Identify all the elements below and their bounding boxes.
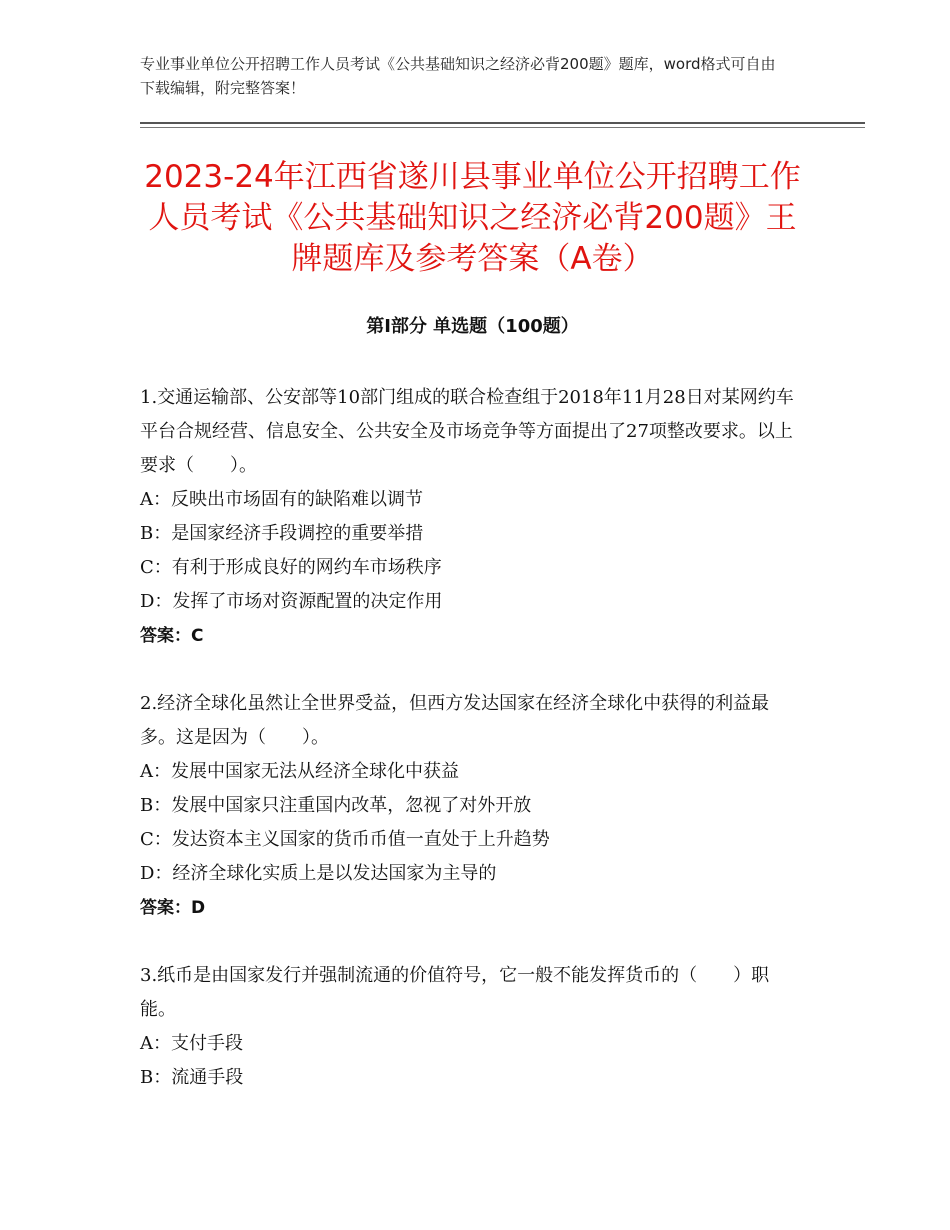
document-title: 2023-24年江西省遂川县事业单位公开招聘工作人员考试《公共基础知识之经济必背200题》王牌题库及参考答案（A卷） xyxy=(144,159,801,277)
question-3 xyxy=(140,959,805,1095)
question-stem: 2.经济全球化虽然让全世界受益，但西方发达国家在经济全球化中获得的利益最多。这是因为（ ）。 xyxy=(140,693,770,748)
option-a: A：发展中国家无法从经济全球化中获益 xyxy=(140,761,459,782)
question-stem: 1.交通运输部、公安部等10部门组成的联合检查组于2018年11月28日对某网约车平台合规经营、信息安全、公共安全及市场竞争等方面提出了27项整改要求。以上要求（ ）。 xyxy=(140,387,794,476)
answer-label: 答案：D xyxy=(140,898,206,918)
option-d: D：发挥了市场对资源配置的决定作用 xyxy=(140,591,443,612)
question-2 xyxy=(140,687,805,925)
option-b: B：流通手段 xyxy=(140,1067,244,1088)
question-list xyxy=(140,381,805,1129)
question-1 xyxy=(140,381,805,653)
option-d: D：经济全球化实质上是以发达国家为主导的 xyxy=(140,863,497,884)
header-note: 专业事业单位公开招聘工作人员考试《公共基础知识之经济必背200题》题库，word格式可自由下载编辑，附完整答案！ xyxy=(140,55,776,97)
question-stem: 3.纸币是由国家发行并强制流通的价值符号，它一般不能发挥货币的（ ）职能。 xyxy=(140,965,770,1020)
header-divider xyxy=(140,122,865,124)
option-a: A：反映出市场固有的缺陷难以调节 xyxy=(140,489,423,510)
option-c: C：有利于形成良好的网约车市场秩序 xyxy=(140,557,442,578)
answer-label: 答案：C xyxy=(140,626,204,646)
option-c: C：发达资本主义国家的货币币值一直处于上升趋势 xyxy=(140,829,550,850)
option-b: B：发展中国家只注重国内改革，忽视了对外开放 xyxy=(140,795,532,816)
section-heading: 第I部分 单选题（100题） xyxy=(366,316,579,337)
option-a: A：支付手段 xyxy=(140,1033,243,1054)
option-b: B：是国家经济手段调控的重要举措 xyxy=(140,523,424,544)
header-divider-thin xyxy=(140,127,865,128)
